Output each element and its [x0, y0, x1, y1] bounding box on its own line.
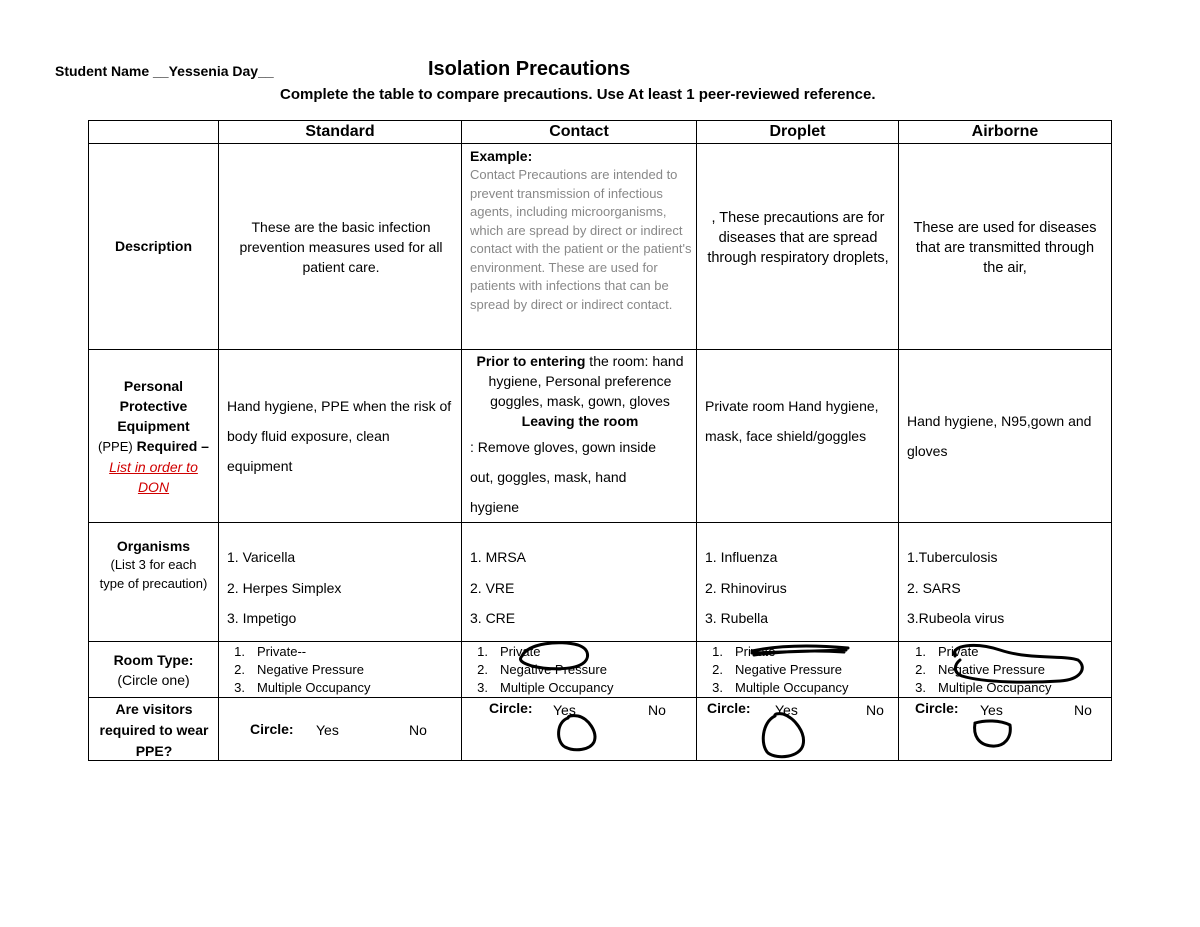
room-type-contact: [464, 643, 613, 697]
visitors-droplet-circle-label: Circle:: [707, 700, 751, 716]
document-subtitle: Complete the table to compare precautions. Use At least 1 peer-reviewed reference.: [280, 86, 876, 103]
organisms-contact: [470, 542, 692, 634]
visitors-airborne-no[interactable]: No: [1074, 702, 1092, 718]
list-item[interactable]: 1. Private: [712, 644, 776, 659]
row-label-visitors: Are visitors required to wear PPE?: [99, 701, 209, 759]
list-item: 3. CRE: [470, 610, 516, 626]
document-title: Isolation Precautions: [428, 58, 631, 80]
list-item: 1. Varicella: [227, 549, 296, 565]
list-item: 3.Rubeola virus: [907, 610, 1005, 626]
list-item: 1. Influenza: [705, 549, 778, 565]
header-airborne: Airborne: [971, 123, 1039, 140]
visitors-airborne-yes[interactable]: Yes: [980, 702, 1003, 718]
ppe-label: Personal Protective Equipment: [117, 378, 190, 434]
room-type-standard: [221, 643, 370, 697]
list-item[interactable]: 2. Negative Pressure: [915, 662, 1045, 677]
visitors-contact-yes[interactable]: Yes: [553, 702, 576, 718]
list-item[interactable]: 3. Multiple Occupancy: [477, 680, 614, 695]
ppe-don-note: List in order to DON: [109, 459, 198, 495]
ppe-contact-before-text: the room: hand hygiene, Personal preference goggles, mask, gown, gloves: [488, 353, 684, 409]
ppe-droplet: Private room Hand hygiene, mask, face shield/goggles: [705, 398, 879, 444]
description-standard: These are the basic infection prevention measures used for all patient care.: [239, 219, 443, 275]
ppe-contact-before: Prior to entering: [476, 353, 586, 369]
organisms-airborne: [907, 542, 1107, 634]
header-standard: Standard: [305, 123, 375, 140]
visitors-airborne-circle-label: Circle:: [915, 700, 959, 716]
visitors-contact-circle-label: Circle:: [489, 700, 533, 716]
contact-example-text: Contact Precautions are intended to prevent transmission of infectious agents, including microorganisms, which are spread by direct or indirect contact with the patient or the patient's environment. These are used for patients with infections that can be spread by direct or indirect contact.: [470, 167, 692, 312]
row-label-organisms: [89, 536, 218, 593]
visitors-droplet-no[interactable]: No: [866, 702, 884, 718]
organisms-droplet: [705, 542, 895, 634]
room-type-sub: (Circle one): [117, 672, 190, 688]
ppe-contact-leaving-text: : Remove gloves, gown inside out, goggles, mask, hand hygiene: [470, 439, 656, 515]
list-item: 3. Rubella: [705, 610, 769, 626]
room-type-droplet: [699, 643, 848, 697]
contact-example-label: Example:: [470, 148, 533, 164]
room-type-airborne: [902, 643, 1051, 697]
visitors-standard-circle-label: Circle:: [250, 721, 294, 737]
droplet-yes-circle: [763, 714, 803, 757]
list-item: 1. MRSA: [470, 549, 527, 565]
list-item[interactable]: 2. Negative Pressure: [712, 662, 842, 677]
row-label-description: Description: [114, 238, 192, 254]
header-contact: Contact: [549, 123, 609, 140]
visitors-standard-yes[interactable]: Yes: [316, 722, 339, 738]
description-droplet: , These precautions are for diseases that are spread through respiratory droplets,: [707, 210, 889, 266]
list-item: 2. Herpes Simplex: [227, 579, 342, 596]
airborne-yes-circle: [975, 721, 1011, 746]
list-item[interactable]: 1. Private--: [234, 644, 307, 659]
list-item: 3. Impetigo: [227, 610, 297, 626]
organisms-sub: (List 3 for each type of precaution): [99, 557, 208, 591]
description-airborne: These are used for diseases that are transmitted through the air,: [913, 220, 1097, 276]
contact-yes-circle: [559, 716, 595, 750]
list-item[interactable]: 2. Negative Pressure: [477, 662, 607, 677]
ppe-contact: [468, 351, 692, 515]
list-item: 2. VRE: [470, 579, 515, 596]
list-item: 2. Rhinovirus: [705, 579, 787, 596]
list-item: 1.Tuberculosis: [907, 549, 998, 565]
ppe-standard: Hand hygiene, PPE when the risk of body fluid exposure, clean equipment: [227, 398, 452, 474]
visitors-droplet-yes[interactable]: Yes: [775, 702, 798, 718]
description-contact: [470, 146, 692, 314]
row-label-ppe: [89, 376, 218, 497]
organisms-standard: [227, 542, 457, 634]
ppe-contact-leaving: Leaving the room: [521, 413, 639, 429]
list-item[interactable]: 3. Multiple Occupancy: [234, 680, 371, 695]
visitors-contact-no[interactable]: No: [648, 702, 666, 718]
list-item[interactable]: 3. Multiple Occupancy: [915, 680, 1052, 695]
student-name: Student Name __Yessenia Day__: [55, 63, 274, 79]
ppe-required: Required –: [136, 438, 209, 454]
header-droplet: Droplet: [769, 123, 826, 140]
visitors-standard-no[interactable]: No: [409, 722, 427, 738]
list-item[interactable]: 1. Private: [915, 644, 979, 659]
list-item[interactable]: 3. Multiple Occupancy: [712, 680, 849, 695]
row-label-room-type: [89, 650, 218, 690]
organisms-label: Organisms: [116, 538, 191, 554]
list-item[interactable]: 2. Negative Pressure: [234, 662, 364, 677]
ppe-abbr: (PPE): [98, 439, 133, 454]
ppe-airborne: Hand hygiene, N95,gown and gloves: [907, 413, 1092, 459]
list-item: 2. SARS: [907, 579, 961, 596]
room-type-label: Room Type:: [113, 652, 194, 668]
list-item[interactable]: 1. Private: [477, 644, 541, 659]
